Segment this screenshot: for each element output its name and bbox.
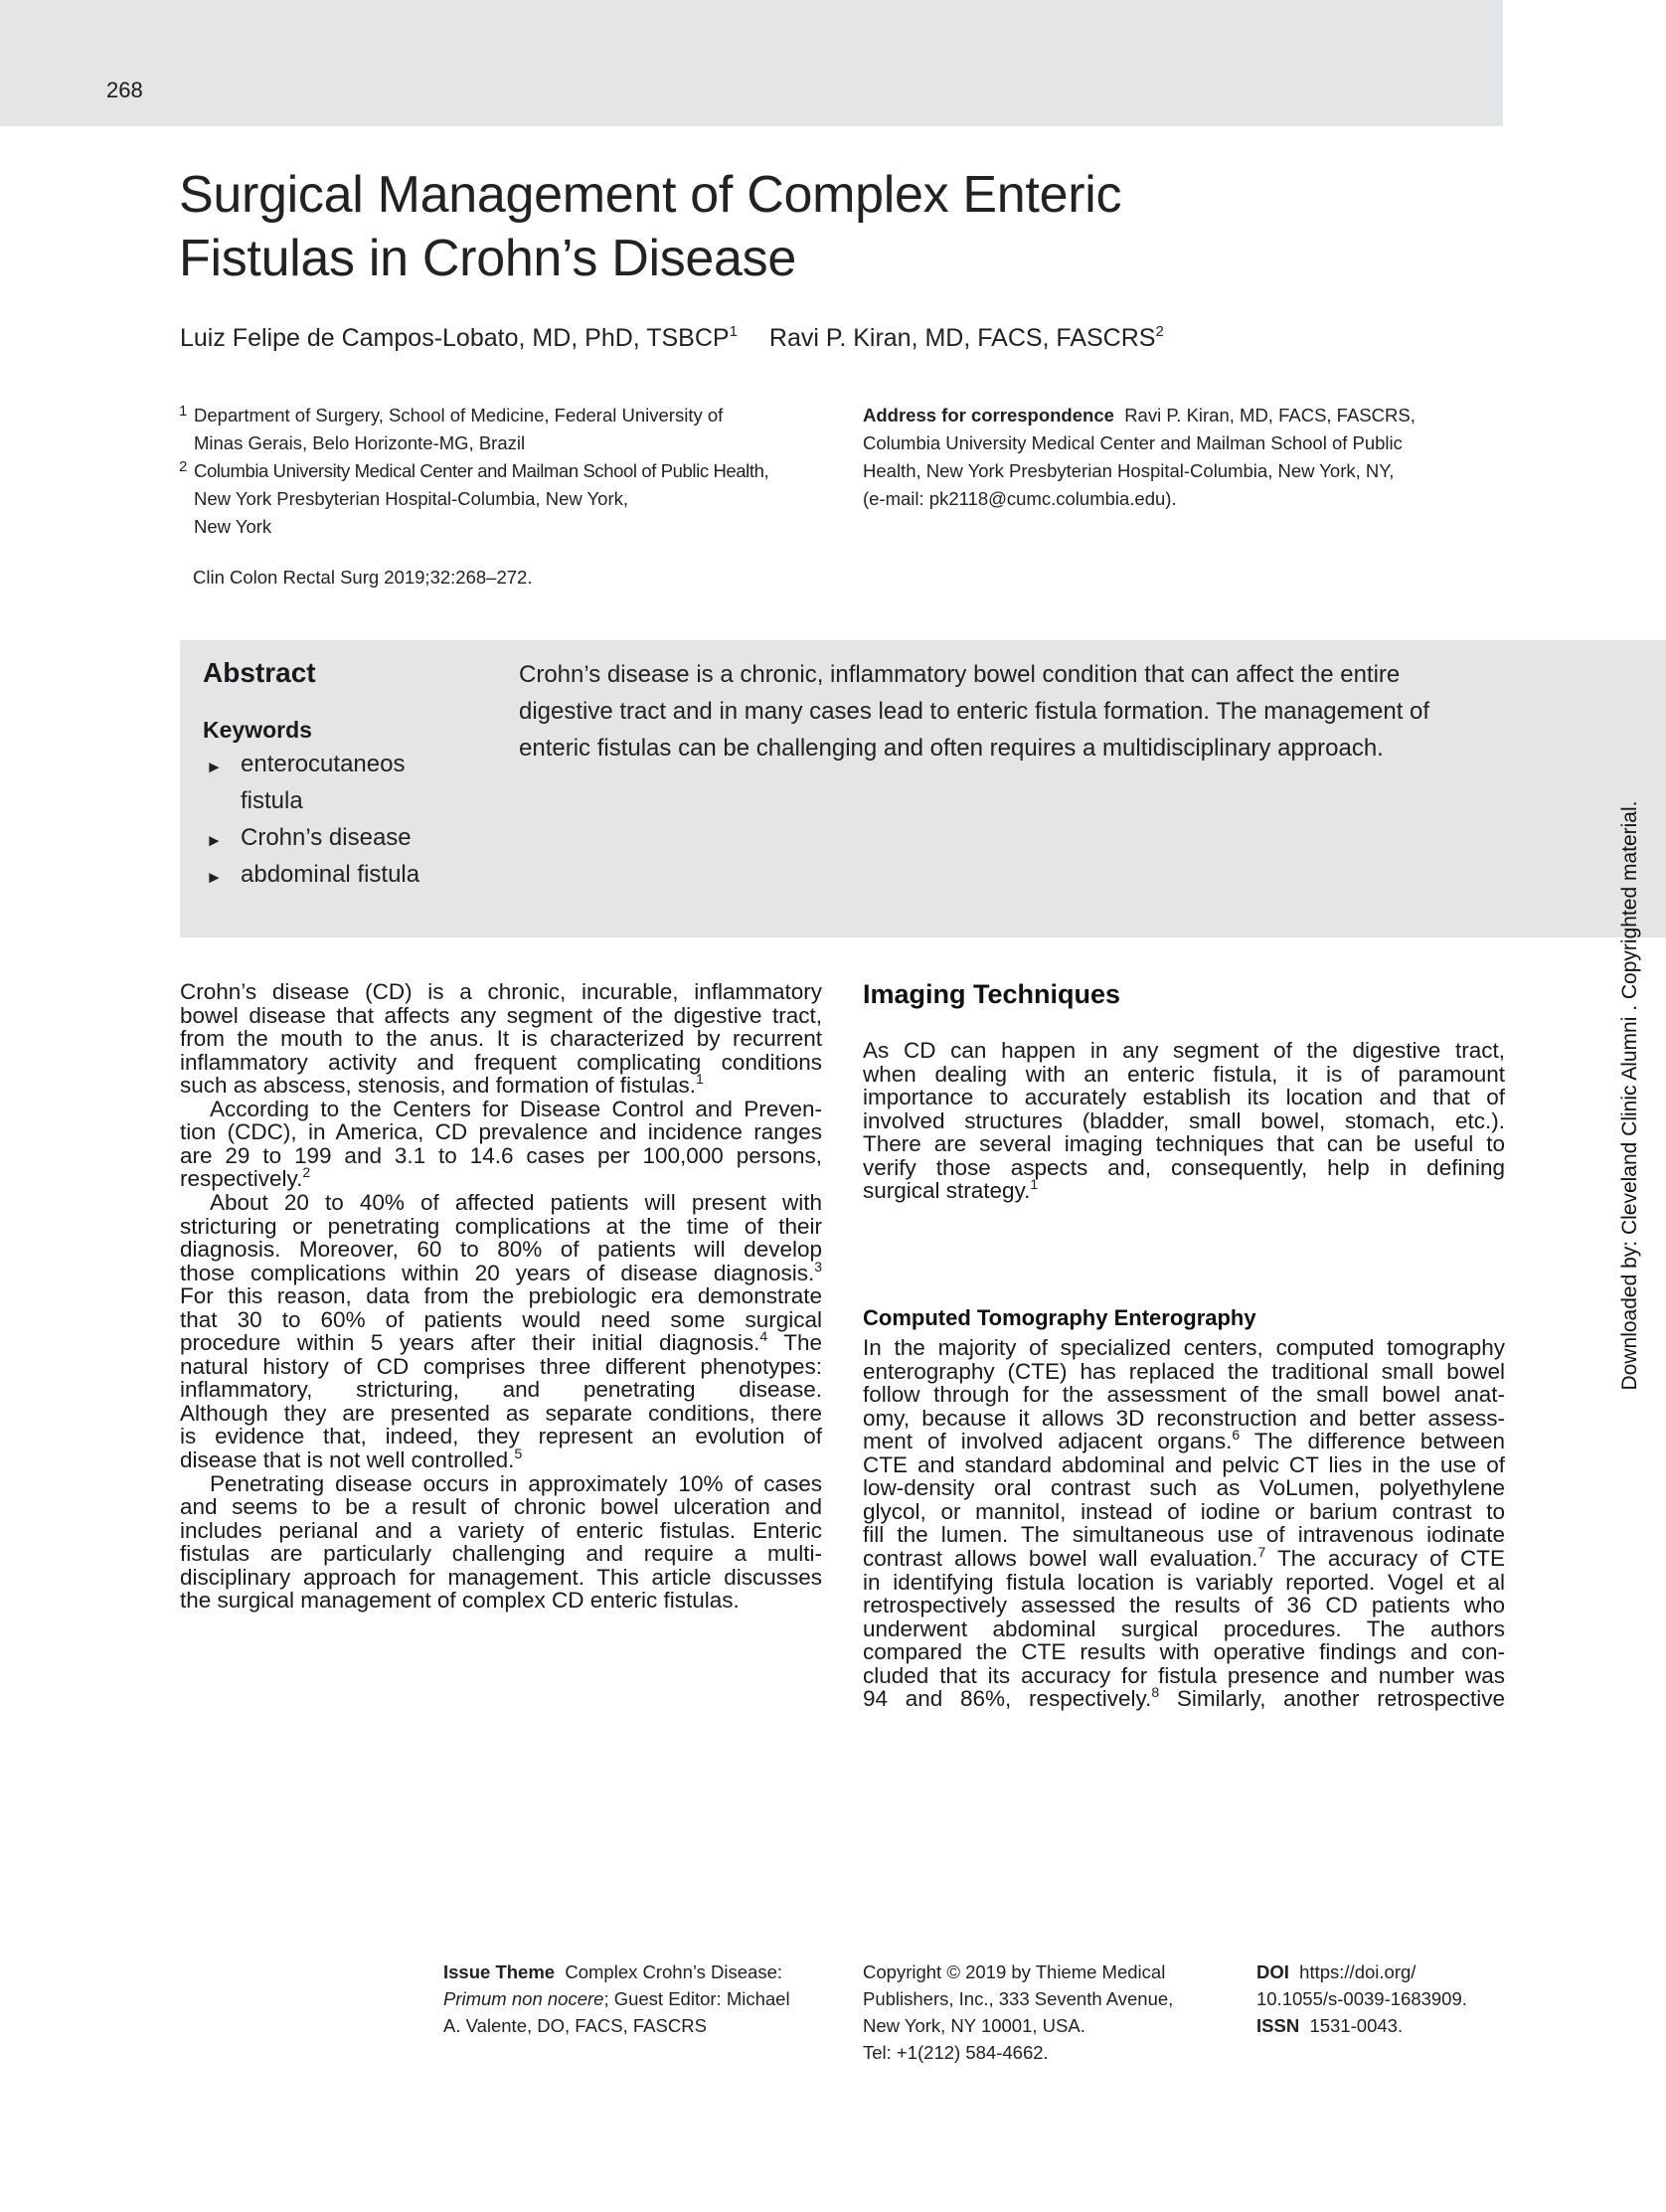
body-text: Similarly, another retrospective	[1159, 1686, 1506, 1712]
body-text: follow through for the assessment of the small bowel anat-	[863, 1382, 1505, 1408]
body-text: CTE and standard abdominal and pelvic CT lies in the use of	[863, 1451, 1505, 1477]
footer-issue-theme	[443, 1958, 790, 2039]
body-text-line	[180, 1330, 822, 1356]
body-text-line	[180, 1050, 822, 1076]
bullet-arrow-icon: ►	[206, 868, 223, 887]
body-text: those complications within 20 years of disease diagnosis.	[180, 1260, 815, 1285]
body-text: surgical strategy.	[863, 1178, 1031, 1204]
body-text-line	[180, 1026, 822, 1052]
body-text-line	[180, 1166, 822, 1192]
footer-doi	[1256, 1958, 1467, 2039]
body-text: Crohn’s disease (CD) is a chronic, incurable, inflammatory	[180, 979, 822, 1004]
subsection-heading-cte: Computed Tomography Enterography	[863, 1305, 1256, 1330]
keyword-item: abdominal fistula	[241, 861, 420, 888]
body-text-line	[180, 1190, 822, 1216]
keywords-heading: Keywords	[203, 717, 312, 743]
body-text: underwent abdominal surgical procedures. The authors	[863, 1616, 1505, 1641]
correspondence-label: Address for correspondence	[863, 405, 1114, 425]
body-text: In the majority of specialized centers, computed tomography	[863, 1335, 1505, 1360]
affiliation-1	[179, 402, 723, 457]
copyright-line: Copyright © 2019 by Thieme Medical	[863, 1961, 1166, 1982]
affiliation-number: 2	[179, 458, 188, 475]
bullet-arrow-icon: ►	[206, 831, 223, 850]
body-text-line	[863, 1663, 1505, 1689]
body-text-line	[180, 1377, 822, 1403]
body-text: Penetrating disease occurs in approximately 10% of cases	[210, 1470, 822, 1496]
article-title-line-2: Fistulas in Crohn’s Disease	[179, 230, 796, 287]
body-text: are 29 to 199 and 3.1 to 14.6 cases per 100,000 persons,	[180, 1142, 822, 1168]
body-text: enterography (CTE) has replaced the traditional small bowel	[863, 1358, 1505, 1384]
issue-theme-text: A. Valente, DO, FACS, FASCRS	[443, 2015, 707, 2036]
footer-copyright	[863, 1958, 1173, 2066]
body-text-line	[863, 1406, 1505, 1432]
body-text: that 30 to 60% of patients would need some surgical	[180, 1306, 822, 1332]
abstract-text-line: enteric fistulas can be challenging and often requires a multidisciplinary approach.	[519, 735, 1384, 762]
body-text-line	[863, 1593, 1505, 1618]
body-text-line	[863, 1062, 1505, 1088]
body-text-line	[180, 1494, 822, 1520]
reference-superscript[interactable]: 4	[759, 1328, 768, 1345]
body-text-line	[863, 1616, 1505, 1642]
abstract-heading: Abstract	[203, 657, 316, 688]
body-text: Although they are presented as separate conditions, there	[180, 1400, 822, 1426]
reference-superscript[interactable]: 3	[814, 1258, 822, 1275]
reference-superscript[interactable]: 5	[514, 1446, 523, 1461]
section-heading-imaging: Imaging Techniques	[863, 979, 1121, 1009]
body-text: disciplinary approach for management. This article discusses	[180, 1564, 822, 1590]
body-text: glycol, or mannitol, instead of iodine or barium contrast to	[863, 1498, 1505, 1524]
body-text: fistulas are particularly challenging and require a multi-	[180, 1541, 822, 1567]
body-text-line	[180, 1541, 822, 1567]
affiliation-line: Columbia University Medical Center and Mailman School of Public Health,	[194, 460, 769, 481]
body-text: bowel disease that affects any segment of the digestive tract,	[180, 1002, 822, 1028]
body-text: compared the CTE results with operative findings and con-	[863, 1639, 1505, 1665]
body-text-line	[180, 1119, 822, 1145]
reference-superscript[interactable]: 1	[696, 1071, 704, 1088]
issn-value: 1531-0043.	[1309, 2015, 1404, 2036]
body-text: tion (CDC), in America, CD prevalence and incidence ranges	[180, 1119, 822, 1145]
body-text-line	[180, 1097, 822, 1122]
body-text: fill the lumen. The simultaneous use of intravenous iodinate	[863, 1522, 1505, 1548]
reference-superscript[interactable]: 7	[1257, 1543, 1266, 1560]
body-text: involved structures (bladder, small bowel, stomach, etc.).	[863, 1107, 1505, 1133]
copyright-phone: Tel: +1(212) 584-4662.	[863, 2042, 1049, 2063]
correspondence-line: Columbia University Medical Center and Mailman School of Public	[863, 432, 1403, 453]
author-name: Ravi P. Kiran, MD, FACS, FASCRS	[768, 324, 1156, 352]
body-text-line	[180, 1424, 822, 1449]
affiliation-line: New York	[194, 516, 272, 537]
body-text-line	[180, 1354, 822, 1380]
body-text: disease that is not well controlled.	[180, 1447, 515, 1472]
body-text: About 20 to 40% of affected patients will present with	[210, 1189, 822, 1215]
body-text: inflammatory activity and frequent complicating conditions	[180, 1049, 822, 1075]
body-text: stricturing or penetrating complications at the time of their	[180, 1213, 822, 1239]
affiliation-ref: 1	[729, 323, 738, 340]
body-text: the surgical management of complex CD enteric fistulas.	[180, 1588, 740, 1614]
body-text-line	[863, 1178, 1505, 1204]
article-title-line-1: Surgical Management of Complex Enteric	[179, 166, 1122, 224]
body-text: natural history of CD comprises three different phenotypes:	[180, 1353, 822, 1379]
affiliation-ref: 2	[1155, 323, 1164, 340]
correspondence-line: Ravi P. Kiran, MD, FACS, FASCRS,	[1124, 405, 1416, 425]
journal-citation: Clin Colon Rectal Surg 2019;32:268–272.	[193, 567, 533, 588]
issue-theme-italic: Primum non nocere	[443, 1988, 604, 2009]
body-text: For this reason, data from the prebiologic era demonstrate	[180, 1283, 822, 1309]
reference-superscript[interactable]: 1	[1030, 1176, 1039, 1193]
abstract-text-line: Crohn’s disease is a chronic, inflammatory bowel condition that can affect the entire	[519, 661, 1401, 688]
body-text-line	[180, 1565, 822, 1591]
affiliation-2	[179, 457, 768, 541]
body-text-line	[863, 1108, 1505, 1134]
affiliation-number: 1	[179, 403, 188, 420]
body-text-line	[863, 1038, 1505, 1064]
body-text-line	[863, 1475, 1505, 1501]
body-text-line	[180, 1237, 822, 1263]
body-text-line	[180, 1401, 822, 1427]
body-text: The accuracy of CTE	[1265, 1545, 1505, 1571]
body-text-line	[863, 1155, 1505, 1181]
body-text-line	[180, 1258, 822, 1286]
body-text-line	[863, 1085, 1505, 1110]
body-text-line	[180, 979, 822, 1005]
reference-superscript[interactable]: 2	[302, 1164, 311, 1181]
abstract-text-line: digestive tract and in many cases lead to enteric fistula formation. The management of	[519, 698, 1430, 725]
body-text-line	[180, 1073, 822, 1099]
body-text: omy, because it allows 3D reconstruction and better assess-	[863, 1405, 1505, 1431]
body-text: 94 and 86%, respectively.	[863, 1686, 1152, 1712]
body-text: verify those aspects and, consequently, help in defining	[863, 1154, 1505, 1180]
body-text: from the mouth to the anus. It is characterized by recurrent	[180, 1026, 822, 1052]
correspondence-address	[863, 402, 1416, 513]
affiliation-line: Minas Gerais, Belo Horizonte-MG, Brazil	[194, 432, 526, 453]
body-text: and seems to be a result of chronic bowel ulceration and	[180, 1494, 822, 1520]
body-text: low-density oral contrast such as VoLumen, polyethylene	[863, 1475, 1505, 1501]
issn-label: ISSN	[1256, 2015, 1300, 2036]
correspondence-email[interactable]: (e-mail: pk2118@cumc.columbia.edu).	[863, 488, 1177, 509]
body-text: contrast allows bowel wall evaluation.	[863, 1545, 1258, 1571]
body-text-line	[180, 1471, 822, 1497]
body-text-line	[180, 1143, 822, 1169]
keyword-item: Crohn’s disease	[241, 824, 412, 851]
keyword-item-continuation: fistula	[241, 787, 303, 814]
body-text-line	[863, 1499, 1505, 1525]
body-text-line	[863, 1639, 1505, 1665]
body-text: There are several imaging techniques that can be useful to	[863, 1131, 1505, 1157]
body-text-line	[863, 1686, 1505, 1712]
body-text: is evidence that, indeed, they represent an evolution of	[180, 1424, 822, 1449]
body-text-line	[180, 1283, 822, 1309]
author-list	[180, 323, 1164, 353]
body-text: when dealing with an enteric fistula, it is of paramount	[863, 1061, 1505, 1087]
reference-superscript[interactable]: 6	[1232, 1427, 1241, 1444]
body-text-line	[863, 1543, 1505, 1572]
body-text-line	[180, 1447, 822, 1473]
body-text: includes perianal and a variety of enteric fistulas. Enteric	[180, 1517, 822, 1543]
correspondence-line: Health, New York Presbyterian Hospital-Columbia, New York, NY,	[863, 460, 1395, 481]
body-text: in identifying fistula location is variably reported. Vogel et al	[863, 1569, 1505, 1595]
affiliation-line: Department of Surgery, School of Medicine, Federal University of	[194, 405, 724, 425]
body-text: inflammatory, stricturing, and penetrating disease.	[180, 1377, 822, 1403]
body-text: The difference between	[1240, 1429, 1505, 1454]
body-text-line	[863, 1382, 1505, 1408]
page-number: 268	[106, 78, 143, 102]
body-text: cluded that its accuracy for fistula presence and number was	[863, 1662, 1505, 1688]
body-text: As CD can happen in any segment of the digestive tract,	[863, 1038, 1505, 1063]
doi-link[interactable]: https://doi.org/	[1299, 1961, 1416, 1982]
keyword-item: enterocutaneos	[241, 751, 406, 777]
body-text: retrospectively assessed the results of 36 CD patients who	[863, 1593, 1505, 1618]
download-watermark: Downloaded by: Cleveland Clinic Alumni . Copyrighted material.	[1618, 800, 1641, 1391]
bullet-arrow-icon: ►	[206, 758, 223, 776]
body-text-line	[180, 1307, 822, 1333]
body-text-line	[863, 1429, 1505, 1454]
body-text: According to the Centers for Disease Control and Preven-	[210, 1096, 822, 1121]
body-text: diagnosis. Moreover, 60 to 80% of patients will develop	[180, 1237, 822, 1263]
doi-link-continuation[interactable]: 10.1055/s-0039-1683909.	[1256, 1988, 1467, 2009]
body-text: such as abscess, stenosis, and formation of fistulas.	[180, 1073, 697, 1099]
body-text-line	[180, 1214, 822, 1240]
body-text: procedure within 5 years after their initial diagnosis.	[180, 1330, 760, 1356]
copyright-line: Publishers, Inc., 333 Seventh Avenue,	[863, 1988, 1174, 2009]
body-text-line	[180, 1003, 822, 1029]
body-text: The	[767, 1330, 822, 1356]
author-name: Luiz Felipe de Campos-Lobato, MD, PhD, TSBCP	[180, 324, 730, 352]
body-text-line	[863, 1335, 1505, 1361]
issue-theme-label: Issue Theme	[443, 1961, 556, 1982]
body-text: respectively.	[180, 1166, 303, 1192]
doi-label: DOI	[1256, 1961, 1289, 1982]
body-text: importance to accurately establish its location and that of	[863, 1085, 1505, 1110]
issue-theme-text: ; Guest Editor: Michael	[603, 1988, 790, 2009]
reference-superscript[interactable]: 8	[1151, 1684, 1160, 1701]
page-header-band	[0, 0, 1503, 126]
body-text-line	[863, 1359, 1505, 1385]
body-text-line	[863, 1522, 1505, 1548]
issue-theme-text: Complex Crohn’s Disease:	[565, 1961, 783, 1982]
body-text-line	[180, 1518, 822, 1544]
body-text-line	[863, 1452, 1505, 1478]
copyright-line: New York, NY 10001, USA.	[863, 2015, 1085, 2036]
body-text-line	[863, 1570, 1505, 1596]
body-text: ment of involved adjacent organs.	[863, 1429, 1233, 1454]
body-text-line	[180, 1588, 822, 1614]
affiliation-line: New York Presbyterian Hospital-Columbia, New York,	[194, 488, 629, 509]
body-text-line	[863, 1131, 1505, 1157]
